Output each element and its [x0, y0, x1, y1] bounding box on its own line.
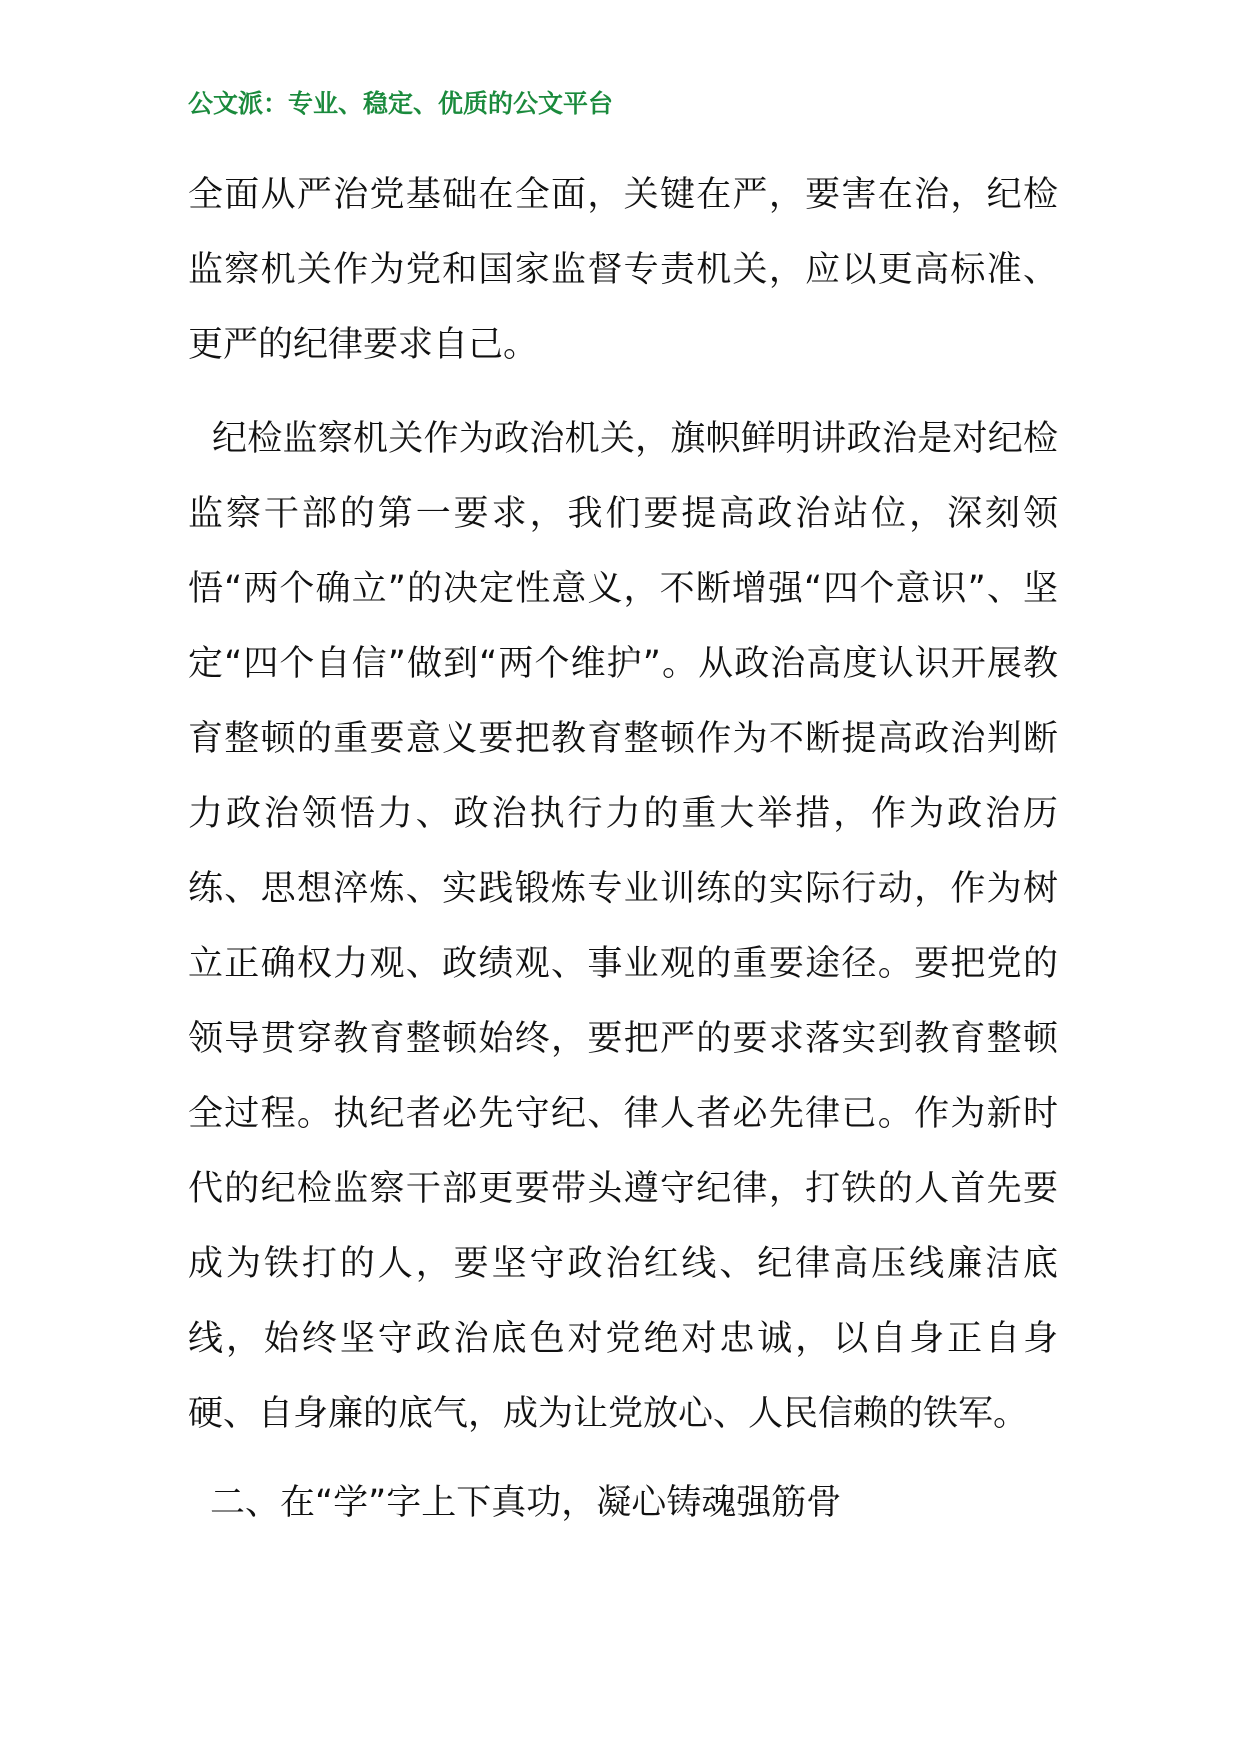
- paragraph-2: 纪检监察机关作为政治机关，旗帜鲜明讲政治是对纪检监察干部的第一要求，我们要提高政治站位，深刻领悟“两个确立”的决定性意义，不断增强“四个意识”、坚定“四个自信”做到“两个维护”。从政治高度认识开展教育整顿的重要意义要把教育整顿作为不断提高政治判断力政治领悟力、政治执行力的重大举措，作为政治历练、思想淬炼、实践锻炼专业训练的实际行动，作为树立正确权力观、政绩观、事业观的重要途径。要把党的领导贯穿教育整顿始终，要把严的要求落实到教育整顿全过程。执纪者必先守纪、律人者必先律已。作为新时代的纪检监察干部更要带头遵守纪律，打铁的人首先要成为铁打的人，要坚守政治红线、纪律高压线廉洁底线，始终坚守政治底色对党绝对忠诚，以自身正自身硬、自身廉的底气，成为让党放心、人民信赖的铁军。: [188, 419, 1058, 1434]
- paragraph-1: 全面从严治党基础在全面，关键在严，要害在治，纪检监察机关作为党和国家监督专责机关，应以更高标准、更严的纪律要求自己。: [188, 175, 1058, 365]
- page-header: 公文派：专业、稳定、优质的公文平台: [188, 89, 614, 118]
- section-heading: 二、在“学”字上下真功，凝心铸魂强筋骨: [210, 1483, 842, 1523]
